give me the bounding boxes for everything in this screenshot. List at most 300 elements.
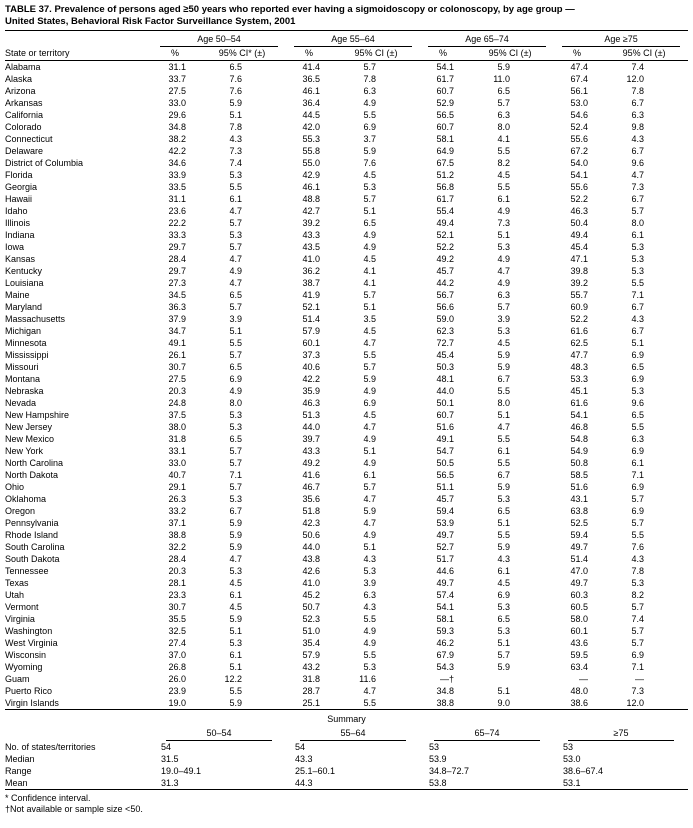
pct-cell: 28.4 [168,254,186,264]
pct-cell: 23.3 [168,590,186,600]
state-name: California [5,110,44,120]
pct-cell: 52.3 [302,614,321,624]
pct-cell: 20.3 [168,566,186,576]
ci-cell: 4.7 [229,278,243,288]
pct-cell: 23.6 [168,206,186,216]
pct-cell: 32.5 [168,626,186,636]
state-name: Puerto Rico [5,686,53,696]
pct-cell: 33.0 [168,458,186,468]
pct-cell: 47.1 [570,254,589,264]
summary-value-cell: 53 [429,742,440,752]
ci-cell: 9.0 [466,697,554,710]
ci-cell: 5.1 [631,338,645,348]
table-row [5,157,688,169]
ci-cell: 6.7 [631,146,645,156]
ci-cell: 4.9 [363,638,377,648]
pct-cell: 49.1 [168,338,186,348]
ci-cell: 4.5 [497,170,511,180]
pct-cell: 31.8 [302,674,321,684]
pct-cell: — [579,674,589,684]
table-row [5,325,688,337]
pct-header: % [554,47,600,61]
ci-cell: 4.9 [363,530,377,540]
state-name: Nevada [5,398,37,408]
state-name: Oklahoma [5,494,47,504]
pct-cell: 34.7 [168,326,186,336]
ci-cell: 6.1 [497,446,511,456]
pct-cell: 48.0 [570,686,589,696]
ci-cell: 5.3 [631,242,645,252]
ci-cell: 6.5 [363,218,377,228]
spacer-cell [5,727,152,741]
ci-cell: 6.7 [631,302,645,312]
ci-cell: 4.7 [229,206,243,216]
ci-cell: 5.7 [497,302,511,312]
ci-cell: 6.9 [497,590,511,600]
summary-row-label: Mean [5,777,152,790]
ci-cell: 7.3 [497,218,511,228]
ci-cell: 8.0 [631,218,645,228]
ci-cell: 7.4 [229,158,243,168]
pct-cell: 46.8 [570,422,589,432]
summary-row [5,753,688,765]
pct-cell: 47.0 [570,566,589,576]
ci-cell: 5.3 [497,326,511,336]
table-row [5,469,688,481]
ci-cell: 6.9 [631,482,645,492]
state-name: North Carolina [5,458,64,468]
pct-cell: 26.8 [168,662,186,672]
pct-cell: 49.1 [436,434,455,444]
pct-cell: 34.8 [436,686,455,696]
pct-cell: 32.2 [168,542,186,552]
state-name: Guam [5,674,30,684]
table-row [5,625,688,637]
pct-cell: 62.3 [436,326,455,336]
ci-cell: 11.0 [493,74,511,84]
pct-cell: 38.2 [168,134,186,144]
state-column-header: State or territory [5,47,152,61]
summary-value-cell: 44.3 [286,777,420,790]
ci-cell: 7.6 [229,74,243,84]
pct-cell: 49.7 [436,578,455,588]
pct-cell: 60.3 [570,590,589,600]
ci-cell: 7.1 [631,290,645,300]
ci-cell: 5.9 [229,98,243,108]
table-row [5,589,688,601]
state-name: Montana [5,374,41,384]
ci-cell: 6.3 [497,110,511,120]
ci-cell: 5.7 [363,482,377,492]
ci-cell: 6.3 [497,290,511,300]
ci-cell: 9.6 [631,158,645,168]
ci-cell: 3.9 [497,314,511,324]
summary-col-65-74: 65–74 [420,727,554,741]
ci-cell: 6.9 [229,374,243,384]
pct-cell: 43.3 [302,446,321,456]
table-row [5,85,688,97]
pct-cell: 62.5 [570,338,589,348]
table-row [5,73,688,85]
ci-cell: 12.2 [224,674,243,684]
pct-cell: 50.4 [570,218,589,228]
table-row [5,517,688,529]
state-name: Pennsylvania [5,518,59,528]
ci-cell: 5.3 [363,182,377,192]
ci-cell: 7.6 [229,86,243,96]
pct-cell: 31.1 [168,62,186,72]
pct-cell: 28.4 [168,554,186,564]
table-row [5,181,688,193]
state-name: Rhode Island [5,530,59,540]
ci-cell: 6.1 [229,650,243,660]
state-name: Minnesota [5,338,47,348]
age-group-header-row [5,31,688,47]
pct-cell: 59.3 [436,626,455,636]
summary-row [5,765,688,777]
pct-cell: 64.9 [436,146,455,156]
table-row [5,565,688,577]
pct-cell: 61.7 [436,194,455,204]
ci-cell: 4.7 [363,494,377,504]
ci-cell: 4.9 [363,98,377,108]
ci-cell: 5.3 [631,266,645,276]
ci-cell: 5.5 [631,530,645,540]
ci-header: 95% CI* (±) [198,47,286,61]
pct-cell: 61.7 [436,74,455,84]
table-row [5,445,688,457]
pct-cell: 41.6 [302,470,321,480]
ci-cell: 11.6 [359,674,377,684]
pct-cell: 38.0 [168,422,186,432]
pct-cell: 42.0 [302,122,321,132]
pct-cell: 49.2 [436,254,455,264]
pct-cell: 33.9 [168,170,186,180]
table-row [5,109,688,121]
state-name: South Carolina [5,542,65,552]
pct-cell: 63.4 [570,662,589,672]
pct-cell: 42.3 [302,518,321,528]
ci-cell: 4.5 [497,338,511,348]
table-row [5,301,688,313]
state-name: Illinois [5,218,31,228]
pct-cell: 44.0 [302,542,321,552]
state-name: Louisiana [5,278,44,288]
state-name: District of Columbia [5,158,84,168]
ci-cell: 8.2 [631,590,645,600]
pct-cell: 26.1 [168,350,186,360]
age-group-75-plus: Age ≥75 [554,31,688,47]
pct-cell: 30.7 [168,362,186,372]
ci-cell: 6.7 [497,470,511,480]
pct-cell: 43.1 [570,494,589,504]
ci-cell: 8.0 [229,398,243,408]
pct-cell: 67.2 [570,146,589,156]
table-row [5,673,688,685]
ci-cell: 4.5 [363,170,377,180]
table-row [5,637,688,649]
ci-cell: 6.9 [631,350,645,360]
table-row [5,265,688,277]
ci-cell: 6.5 [229,434,243,444]
ci-cell: 4.7 [631,170,645,180]
ci-cell: 5.1 [497,686,511,696]
pct-cell: 39.2 [302,218,321,228]
state-name: Oregon [5,506,36,516]
ci-cell: 5.7 [363,362,377,372]
ci-cell: 5.3 [497,602,511,612]
state-name: Missouri [5,362,39,372]
ci-cell: 4.1 [497,134,511,144]
pct-cell: 39.8 [570,266,589,276]
table-row [5,613,688,625]
table-row [5,205,688,217]
pct-cell: 33.1 [168,446,186,456]
pct-cell: 56.1 [570,86,589,96]
ci-cell: 5.9 [497,482,511,492]
pct-cell: 42.2 [168,146,186,156]
ci-cell: 5.7 [497,98,511,108]
pct-cell: 39.2 [570,278,589,288]
ci-cell: 5.3 [631,578,645,588]
pct-cell: 43.6 [570,638,589,648]
pct-cell: 45.4 [570,242,589,252]
summary-col-75-plus: ≥75 [554,727,688,741]
pct-cell: 38.7 [302,278,321,288]
table-row [5,217,688,229]
table-row [5,409,688,421]
ci-cell: 5.7 [631,494,645,504]
summary-row-label: Median [5,754,35,764]
ci-cell: 4.9 [363,230,377,240]
ci-cell: 4.9 [497,278,511,288]
pct-cell: 50.8 [570,458,589,468]
pct-cell: 35.9 [302,386,321,396]
pct-cell: 51.6 [436,422,455,432]
pct-cell: 44.5 [302,110,321,120]
pct-cell: 53.9 [436,518,455,528]
table-row [5,313,688,325]
ci-cell: 5.5 [229,686,243,696]
summary-value-cell: 34.8–72.7 [429,766,470,776]
ci-cell: 4.7 [497,422,511,432]
ci-cell: 4.1 [363,266,377,276]
ci-cell: 5.1 [229,326,243,336]
ci-cell: 6.5 [497,506,511,516]
pct-cell: 29.7 [168,266,186,276]
ci-cell: 5.7 [631,206,645,216]
ci-cell: 5.1 [229,662,243,672]
ci-cell: 4.9 [363,242,377,252]
ci-header: 95% CI (±) [600,47,688,61]
summary-header-row [5,727,688,741]
state-name: Utah [5,590,25,600]
pct-cell: 72.7 [436,338,455,348]
summary-value-cell: 53.8 [420,777,554,790]
ci-cell: 6.9 [631,374,645,384]
ci-cell: 6.3 [363,86,377,96]
pct-cell: 58.1 [436,134,455,144]
ci-cell: 5.3 [631,386,645,396]
state-name: New Jersey [5,422,53,432]
ci-cell: 6.7 [497,374,511,384]
ci-cell: 7.8 [631,86,645,96]
pct-cell: 45.7 [436,494,455,504]
pct-cell: 36.4 [302,98,321,108]
ci-cell: 5.1 [497,638,511,648]
ci-cell: 4.5 [363,326,377,336]
pct-cell: 45.7 [436,266,455,276]
table-row [5,229,688,241]
ci-cell: 5.5 [332,697,420,710]
ci-cell: 4.5 [229,602,243,612]
ci-cell: 6.5 [497,614,511,624]
ci-cell: 4.7 [363,518,377,528]
ci-cell: 5.1 [229,110,243,120]
ci-cell: 3.9 [363,578,377,588]
state-name: Virgin Islands [5,697,152,710]
pct-cell: 20.3 [168,386,186,396]
ci-cell: 7.1 [631,662,645,672]
ci-cell: 5.9 [363,146,377,156]
pct-header: % [420,47,466,61]
pct-cell: 41.4 [302,62,321,72]
ci-cell: 4.5 [229,578,243,588]
footnote-not-available: †Not available or sample size <50. [5,804,143,814]
pct-cell: 59.5 [570,650,589,660]
pct-cell: 37.9 [168,314,186,324]
summary-heading: Summary [327,714,366,724]
ci-cell: 5.1 [497,518,511,528]
pct-cell: 52.2 [570,194,589,204]
ci-cell: 5.7 [229,302,243,312]
pct-cell: 33.5 [168,182,186,192]
state-name: South Dakota [5,554,60,564]
pct-cell: 22.2 [168,218,186,228]
ci-cell: 5.1 [497,410,511,420]
ci-cell: 6.9 [363,398,377,408]
pct-cell: 54.3 [436,662,455,672]
ci-cell: 5.7 [229,482,243,492]
pct-cell: 45.4 [436,350,455,360]
ci-cell: 5.5 [497,434,511,444]
pct-cell: 60.7 [436,122,455,132]
pct-cell: 52.2 [570,314,589,324]
table-row [5,253,688,265]
pct-cell: 48.3 [570,362,589,372]
pct-cell: 27.4 [168,638,186,648]
state-name: Nebraska [5,386,44,396]
pct-cell: 67.9 [436,650,455,660]
table-row [5,133,688,145]
pct-cell: 58.1 [436,614,455,624]
ci-cell: 4.9 [229,386,243,396]
pct-cell: 51.7 [436,554,455,564]
ci-cell: 4.3 [631,314,645,324]
ci-cell: 4.5 [497,578,511,588]
ci-cell: 6.7 [631,326,645,336]
pct-cell: 36.5 [302,74,321,84]
state-name: Maryland [5,302,43,312]
ci-cell: 6.3 [363,590,377,600]
summary-col-55-64: 55–64 [286,727,420,741]
table-title-line1: TABLE 37. Prevalence of persons aged ≥50 years who reported ever having a sigmoidoscopy or colonoscopy, by age group — [5,4,575,15]
pct-cell: 43.2 [302,662,321,672]
state-name: Idaho [5,206,28,216]
ci-cell: 5.5 [363,110,377,120]
pct-cell: 44.6 [436,566,455,576]
summary-row [5,777,688,790]
pct-cell: 40.6 [302,362,321,372]
ci-cell: 4.9 [363,458,377,468]
table-row [5,61,688,74]
ci-cell: 4.9 [497,206,511,216]
ci-cell: 5.7 [229,242,243,252]
ci-cell: 5.3 [229,566,243,576]
table-row [5,241,688,253]
pct-cell: 42.9 [302,170,321,180]
pct-cell: 60.9 [570,302,589,312]
ci-cell: 4.3 [363,554,377,564]
ci-cell: 5.7 [229,218,243,228]
pct-cell: 54.0 [570,158,589,168]
pct-cell: 56.7 [436,290,455,300]
ci-cell: 6.5 [229,362,243,372]
ci-cell: 5.7 [363,290,377,300]
state-name: Colorado [5,122,42,132]
state-name: Tennessee [5,566,49,576]
ci-cell: 5.9 [497,362,511,372]
pct-cell: 54.6 [570,110,589,120]
ci-cell: 3.7 [363,134,377,144]
state-name: Georgia [5,182,38,192]
ci-cell: 4.9 [363,434,377,444]
ci-cell: 9.6 [631,398,645,408]
pct-cell: 52.1 [436,230,455,240]
table-row [5,457,688,469]
ci-cell: 5.5 [229,338,243,348]
summary-row-label: No. of states/territories [5,742,96,752]
pct-cell: 59.4 [436,506,455,516]
pct-cell: 52.7 [436,542,455,552]
ci-cell: 4.3 [497,554,511,564]
summary-value-cell: 31.3 [152,777,286,790]
ci-cell: 4.3 [363,602,377,612]
ci-cell: 5.3 [497,494,511,504]
pct-cell: 34.8 [168,122,186,132]
ci-cell: 9.8 [631,122,645,132]
pct-cell: 38.8 [168,530,186,540]
ci-cell: 6.1 [229,194,243,204]
pct-cell: 53.0 [570,98,589,108]
ci-cell: 4.9 [363,626,377,636]
ci-cell: 8.2 [497,158,511,168]
pct-cell: 49.4 [436,218,455,228]
pct-cell: 37.1 [168,518,186,528]
pct-cell: 61.6 [570,326,589,336]
ci-cell: 5.3 [363,566,377,576]
pct-cell: 52.2 [436,242,455,252]
ci-cell: 5.7 [631,518,645,528]
state-name: Arkansas [5,98,43,108]
state-name: Iowa [5,242,25,252]
pct-cell: 55.7 [570,290,589,300]
ci-cell: 7.1 [229,470,243,480]
ci-cell: 6.9 [631,650,645,660]
ci-cell: 5.5 [363,614,377,624]
pct-cell: 53.3 [570,374,589,384]
pct-cell: 51.0 [302,626,321,636]
